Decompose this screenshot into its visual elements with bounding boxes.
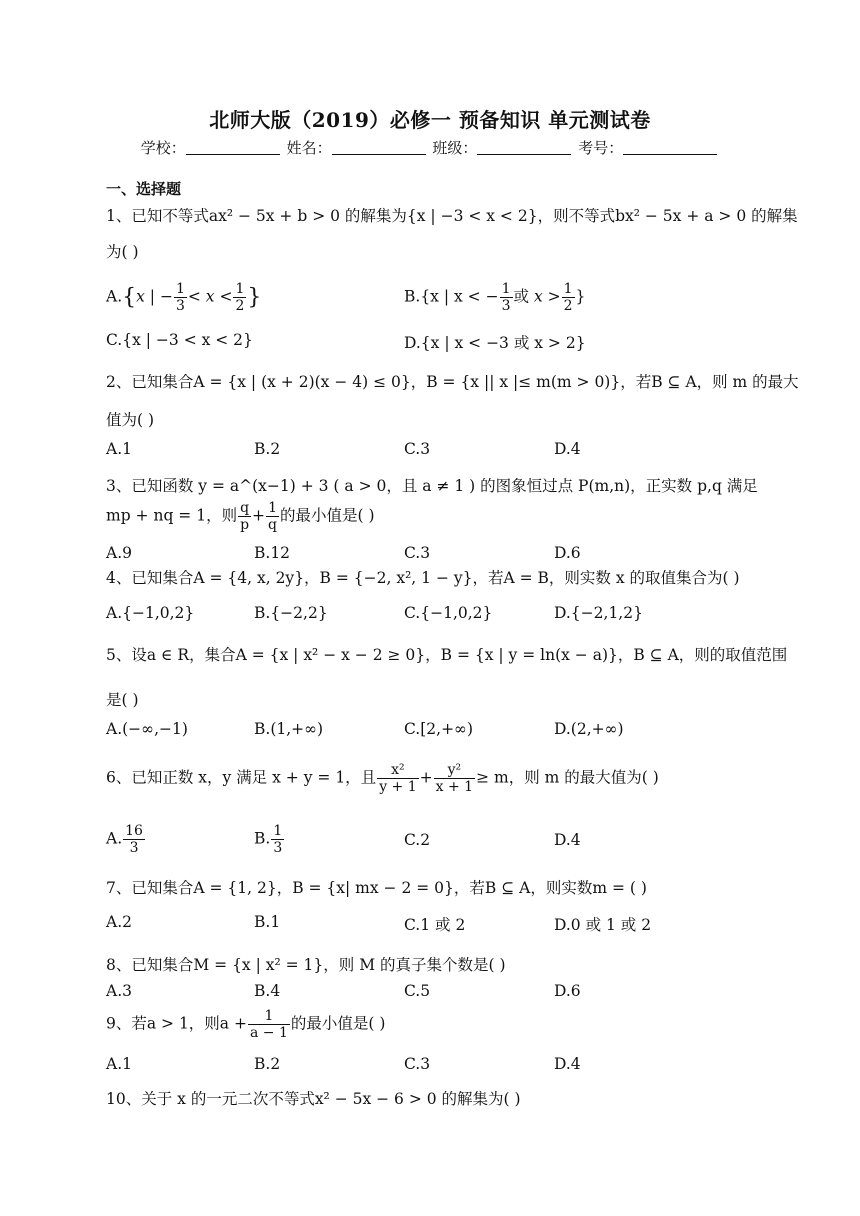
option-b[interactable]: B.4 <box>254 982 281 1000</box>
option-c[interactable]: C.3 <box>404 1055 431 1073</box>
option-d[interactable]: D.4 <box>554 1055 581 1073</box>
question-1-stem: 1、已知不等式ax² − 5x + b > 0 的解集为{x | −3 < x < 2}，则不等式bx² − 5x + a > 0 的解集 <box>106 207 798 225</box>
option-d[interactable]: D.{−2,1,2} <box>554 604 643 622</box>
page-title: 北师大版（2019）必修一 预备知识 单元测试卷 <box>209 108 651 132</box>
option-b-label: B. <box>254 829 271 848</box>
option-a-label: A. <box>106 287 123 306</box>
question-3-stem-cont: mp + nq = 1，则 $\frac{q}{p}$ + $\frac{1}{q}$ 的最小值是( ) <box>106 500 375 533</box>
option-d[interactable]: D.4 <box>554 831 581 849</box>
question-2-options <box>106 440 766 462</box>
option-a[interactable]: A.{−1,0,2} <box>106 604 195 622</box>
option-b[interactable]: B.2 <box>254 1055 281 1073</box>
option-a[interactable]: A.3 <box>106 982 132 1000</box>
option-c[interactable]: C.5 <box>404 982 431 1000</box>
section-heading: 一、选择题 <box>106 180 182 198</box>
option-c[interactable]: C.{−1,0,2} <box>404 604 493 622</box>
question-8-stem: 8、已知集合M = {x | x² = 1}，则 M 的真子集个数是( ) <box>106 956 506 974</box>
question-2-stem-cont: 值为( ) <box>106 411 155 429</box>
student-info-row <box>0 137 860 158</box>
option-d[interactable]: D.(2,+∞) <box>554 720 624 738</box>
exam-number-label: 考号： <box>578 139 624 157</box>
option-b-label: B.{x | x < − <box>404 287 499 306</box>
question-4-options <box>106 604 766 626</box>
option-b[interactable]: B.(1,+∞) <box>254 720 324 738</box>
option-b[interactable]: B. $\frac{1}{3}$ <box>254 823 283 856</box>
school-label: 学校： <box>140 139 186 157</box>
name-blank[interactable] <box>332 140 426 155</box>
question-1-stem-cont: 为( ) <box>106 243 139 261</box>
option-a[interactable]: A.1 <box>106 1055 132 1073</box>
question-6-stem: 6、已知正数 x，y 满足 x + y = 1，且 $\frac{\text{x²}}{y + 1}$ + $\frac{\text{y²}}{x + 1}$ ≥ m，则 m 的最大值为( ) <box>106 762 659 795</box>
question-5-stem: 5、设a ∈ R，集合A = {x | x² − x − 2 ≥ 0}，B = {x | y = ln(x − a)}，B ⊆ A，则的取值范围 <box>106 646 788 664</box>
option-b[interactable]: B.12 <box>254 544 291 562</box>
option-d[interactable]: D.0 或 1 或 2 <box>554 916 652 934</box>
question-9-stem: 9、若a > 1，则a + $\frac{1}{a - 1}$ 的最小值是( ) <box>106 1008 386 1041</box>
option-b[interactable]: B.{x | x < − $\frac{1}{3}$ 或 x > $\frac{1}{2}$ } <box>404 281 586 314</box>
option-a[interactable]: A. $\frac{16}{3}$ <box>106 823 143 856</box>
class-blank[interactable] <box>477 140 571 155</box>
option-d[interactable]: D.6 <box>554 982 581 1000</box>
question-4-stem: 4、已知集合A = {4, x, 2y}，B = {−2, x², 1 − y}，若A = B，则实数 x 的取值集合为( ) <box>106 569 740 587</box>
question-8-options <box>106 982 766 1004</box>
exam-number-blank[interactable] <box>623 140 717 155</box>
option-c[interactable]: C.2 <box>404 831 431 849</box>
question-9-stem-part1: 9、若a > 1，则a + <box>106 1014 247 1033</box>
option-a[interactable]: A.1 <box>106 440 132 458</box>
option-b[interactable]: B.1 <box>254 913 281 931</box>
option-c[interactable]: C.3 <box>404 440 431 458</box>
option-a[interactable]: A.2 <box>106 913 132 931</box>
question-1-options-row1 <box>106 281 766 314</box>
school-blank[interactable] <box>186 140 280 155</box>
option-c[interactable]: C.3 <box>404 544 431 562</box>
question-9-stem-part2: 的最小值是( ) <box>290 1014 386 1033</box>
question-3-stem-part1: mp + nq = 1，则 <box>106 506 238 525</box>
question-2-stem: 2、已知集合A = {x | (x + 2)(x − 4) ≤ 0}，B = {x || x |≤ m(m > 0)}，若B ⊆ A，则 m 的最大 <box>106 373 799 391</box>
option-d[interactable]: D.4 <box>554 440 581 458</box>
question-6-stem-part2: ≥ m，则 m 的最大值为( ) <box>476 768 659 787</box>
option-d[interactable]: D.6 <box>554 544 581 562</box>
option-a-label: A. <box>106 829 123 848</box>
question-6-options <box>106 823 766 856</box>
option-a[interactable]: A.9 <box>106 544 132 562</box>
name-label: 姓名： <box>286 139 332 157</box>
option-a[interactable]: A.(−∞,−1) <box>106 720 188 738</box>
question-3-stem: 3、已知函数 y = a^(x−1) + 3 ( a > 0，且 a ≠ 1 ) 的图象恒过点 P(m,n)，正实数 p,q 满足 <box>106 477 758 495</box>
question-10-stem: 10、关于 x 的一元二次不等式x² − 5x − 6 > 0 的解集为( ) <box>106 1090 521 1108</box>
option-b[interactable]: B.2 <box>254 440 281 458</box>
question-5-options <box>106 720 766 742</box>
question-6-stem-part1: 6、已知正数 x，y 满足 x + y = 1，且 <box>106 768 377 787</box>
option-c[interactable]: C.1 或 2 <box>404 916 466 934</box>
question-7-options <box>106 913 766 935</box>
option-b[interactable]: B.{−2,2} <box>254 604 328 622</box>
question-9-options <box>106 1055 766 1077</box>
question-1-options-row2 <box>106 331 766 353</box>
question-7-stem: 7、已知集合A = {1, 2}，B = {x| mx − 2 = 0}，若B ⊆ A，则实数m = ( ) <box>106 879 647 897</box>
question-3-options <box>106 544 766 566</box>
option-c[interactable]: C.[2,+∞) <box>404 720 474 738</box>
question-3-stem-part2: 的最小值是( ) <box>280 506 375 525</box>
question-5-stem-cont: 是( ) <box>106 691 139 709</box>
option-a[interactable]: A.{x | − $\frac{1}{3}$ < x < $\frac{1}{2}$ } <box>106 281 262 314</box>
option-c[interactable]: C.{x | −3 < x < 2} <box>106 331 253 349</box>
option-d[interactable]: D.{x | x < −3 或 x > 2} <box>404 334 586 352</box>
class-label: 班级： <box>432 139 478 157</box>
